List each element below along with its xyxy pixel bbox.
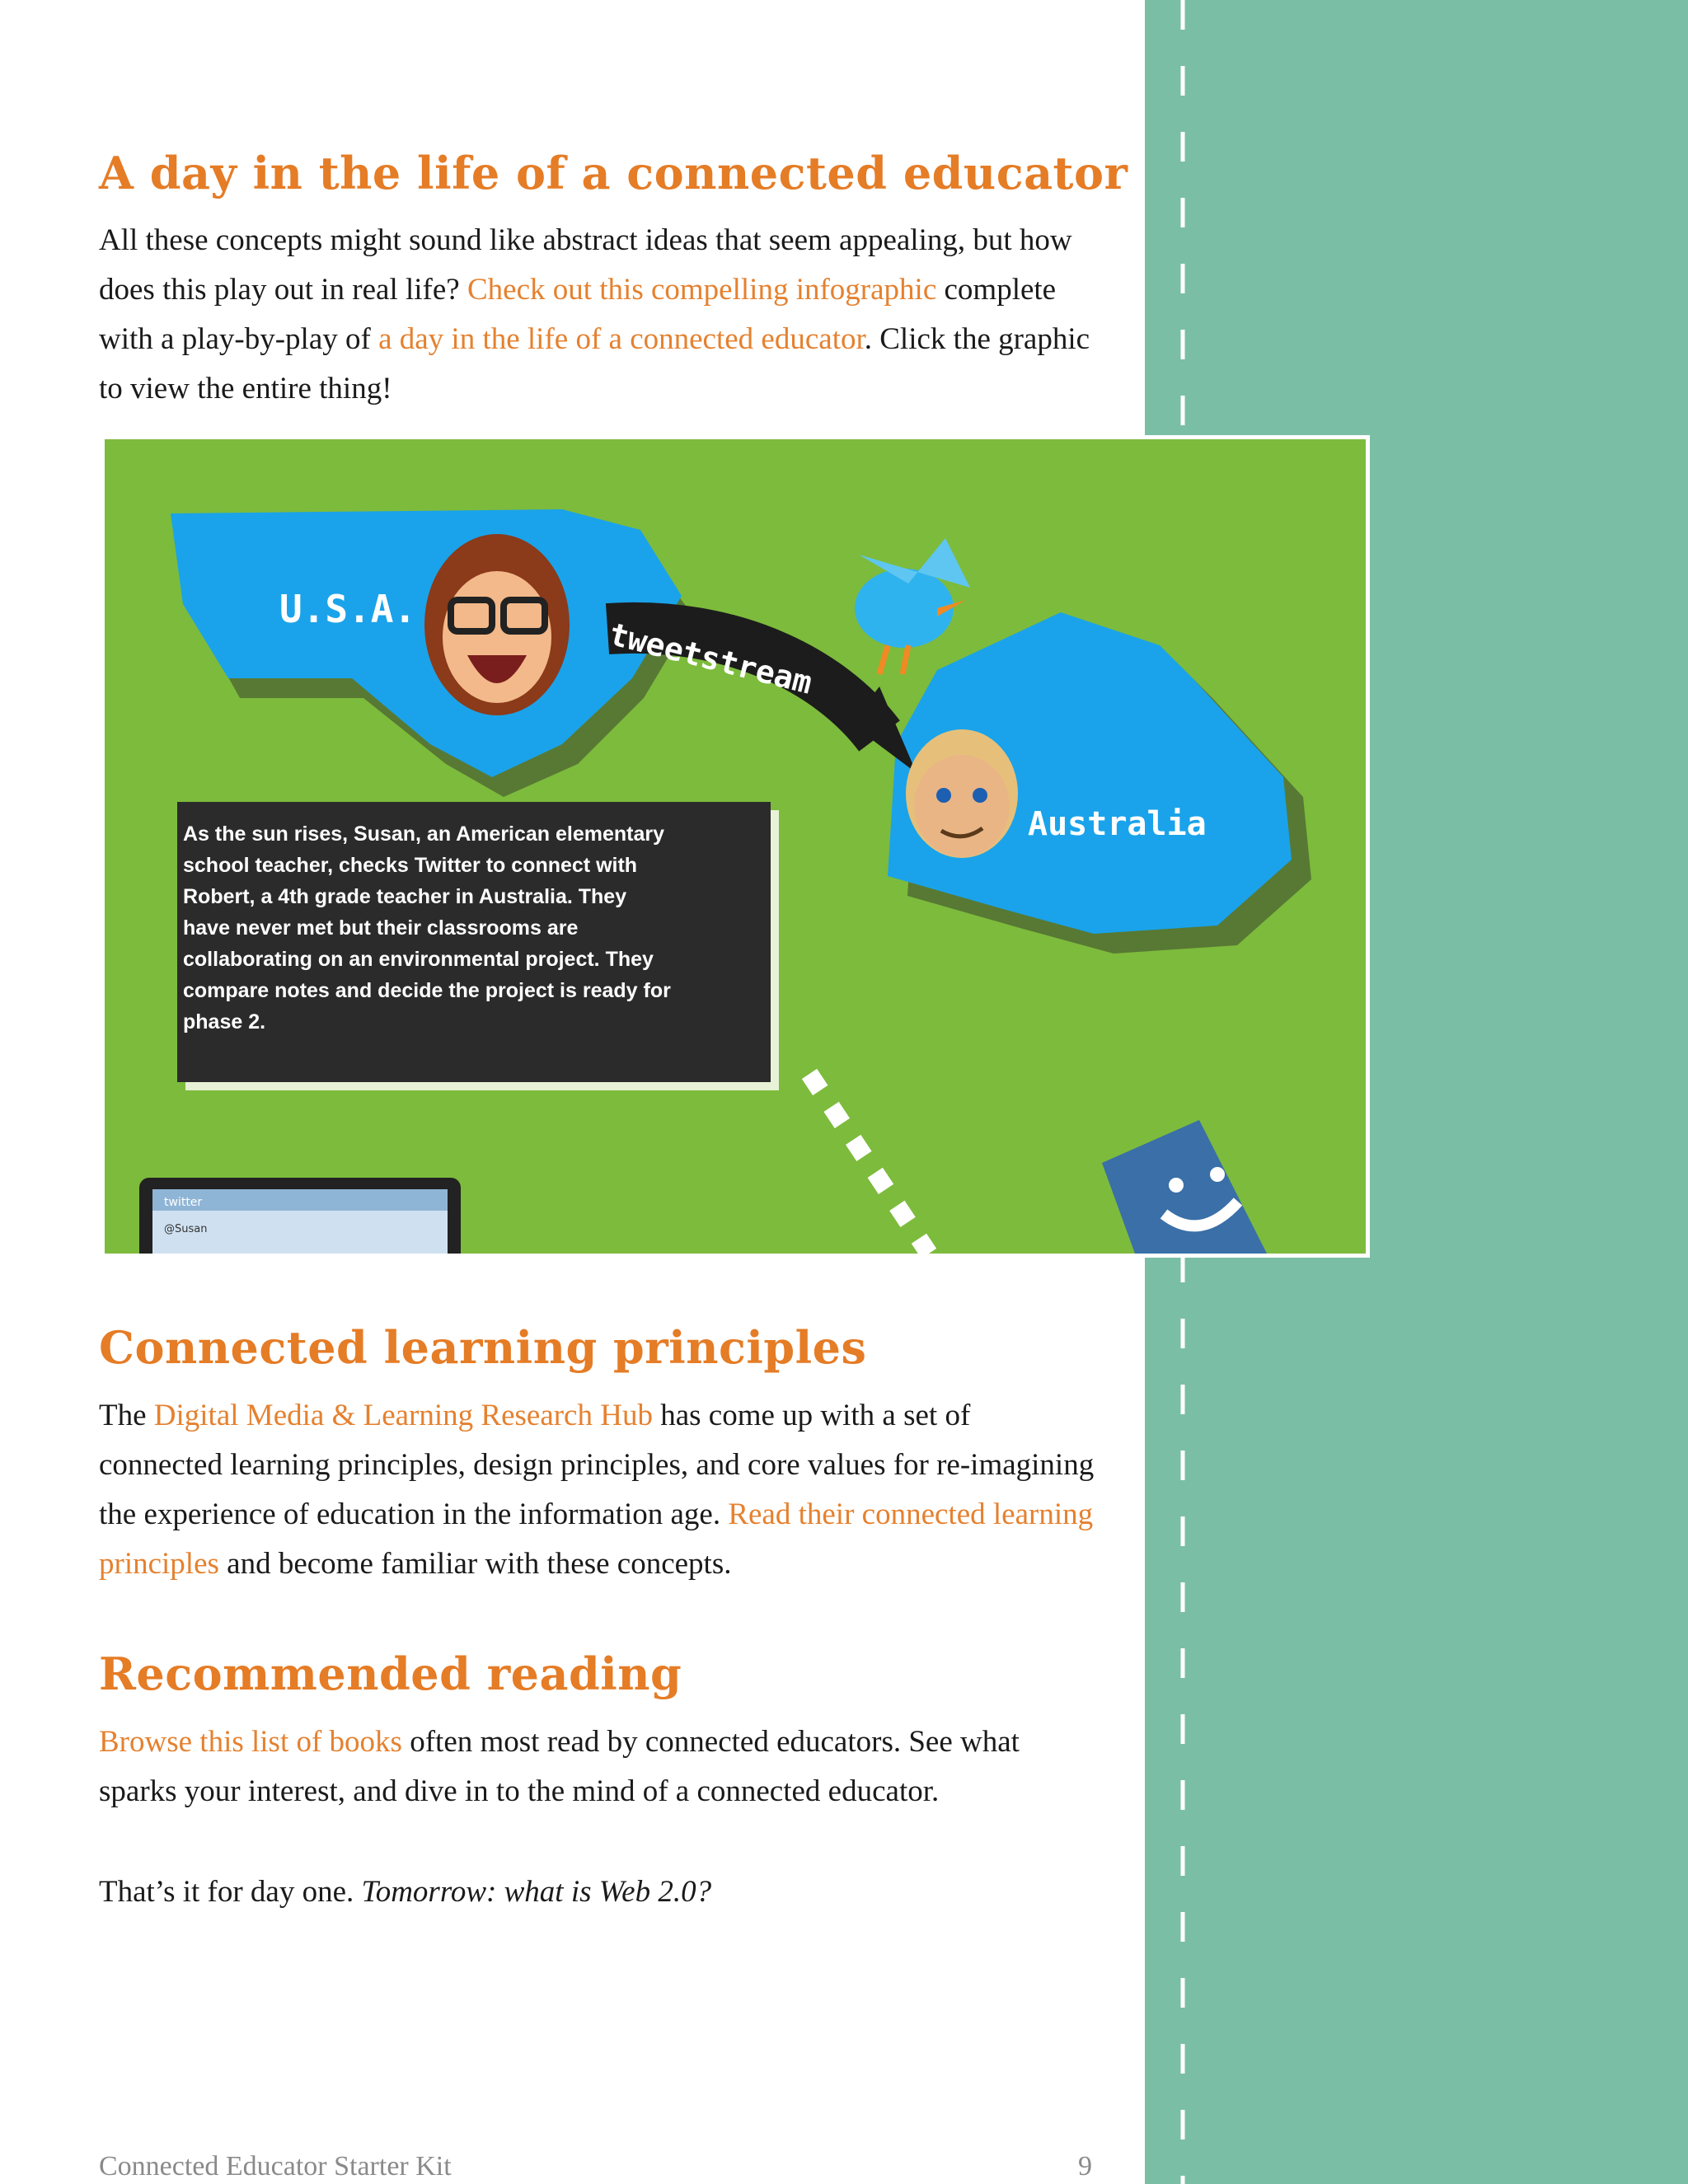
susan-avatar (424, 534, 570, 715)
infographic-link[interactable]: Check out this compelling infographic (467, 273, 937, 307)
footer-title: Connected Educator Starter Kit (99, 2151, 452, 2182)
paragraph-day-in-life: All these concepts might sound like abstract ideas that seem appealing, but how does this play out in real life? Check out this compelling infographic complete with a play-by-play of a day in the life of a connected educator. Click the graphic to view the entire thing! (99, 223, 1090, 405)
paragraph-principles: The Digital Media & Learning Research Hub has come up with a set of connected learning principles, design principles, and core values for re-imagining the experience of education in the information age. Read their connected learning principles and become familiar with these concepts. (99, 1399, 1095, 1581)
infographic-caption: As the sun rises, Susan, an American elementary school teacher, checks Twitter to connect with Robert, a 4th grade teacher in Australia. They have never met but their classrooms are collaborating on an environmental project. They compare notes and decide the project is ready for phase 2. (183, 823, 671, 1033)
laptop-graphic (139, 1178, 461, 1254)
books-list-link[interactable]: Browse this list of books (99, 1725, 402, 1759)
dml-hub-link[interactable]: Digital Media & Learning Research Hub (153, 1399, 653, 1432)
label-tweetstream: tweetstream (605, 616, 816, 701)
robert-avatar (906, 729, 1018, 858)
heading-recommended-reading: Recommended reading (99, 1647, 682, 1700)
infographic-image[interactable] (101, 435, 1370, 1258)
heading-connected-learning: Connected learning principles (99, 1321, 867, 1374)
closing-line: That’s it for day one. Tomorrow: what is Web 2.0? (99, 1875, 712, 1909)
heading-day-in-life: A day in the life of a connected educator (99, 147, 1128, 199)
svg-text:twitter: twitter (164, 1196, 203, 1209)
label-australia: Australia (1028, 805, 1207, 843)
page-number: 9 (1078, 2151, 1092, 2182)
svg-text:@Susan: @Susan (164, 1223, 208, 1235)
label-usa: U.S.A. (279, 587, 417, 631)
principles-link[interactable]: Read their connected learning principles (99, 1497, 1094, 1581)
paragraph-reading: Browse this list of books often most read by connected educators. See what sparks your interest, and dive in to the mind of a connected educator. (99, 1725, 1020, 1808)
day-in-life-link[interactable]: a day in the life of a connected educator (378, 322, 865, 356)
